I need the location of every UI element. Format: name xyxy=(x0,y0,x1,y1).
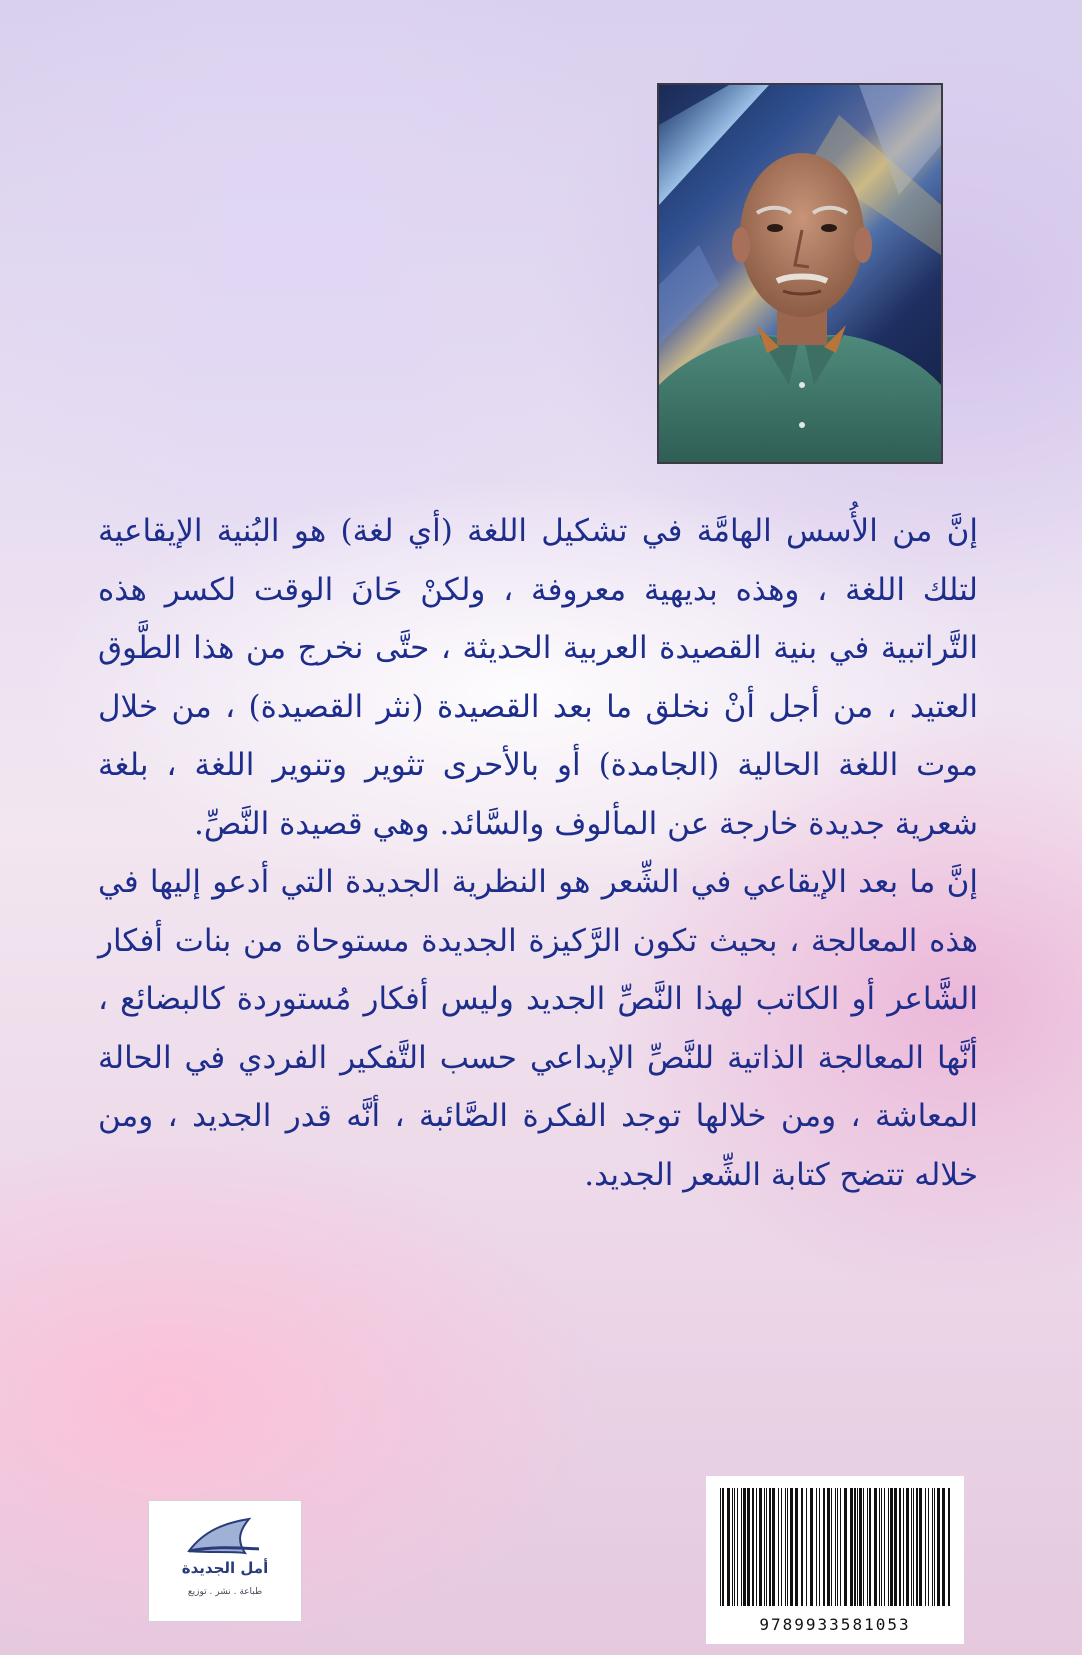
barcode-bar xyxy=(906,1488,909,1606)
barcode-bar xyxy=(916,1488,918,1606)
barcode-bar xyxy=(934,1488,935,1606)
barcode-bar xyxy=(854,1488,856,1606)
barcode-bar xyxy=(879,1488,880,1606)
barcode-bar xyxy=(919,1488,922,1606)
barcode-bar xyxy=(863,1488,864,1606)
barcode-bar xyxy=(890,1488,893,1606)
barcode-bar xyxy=(857,1488,858,1606)
barcode-bar xyxy=(743,1488,746,1606)
barcode-bar xyxy=(769,1488,771,1606)
barcode-bar xyxy=(859,1488,862,1606)
barcode-bar xyxy=(819,1488,820,1606)
barcode-bar xyxy=(884,1488,885,1606)
barcode-bar xyxy=(881,1488,882,1606)
barcode-bar xyxy=(732,1488,733,1606)
barcode-bar xyxy=(741,1488,742,1606)
barcode-bar xyxy=(867,1488,868,1606)
barcode-bars xyxy=(716,1488,954,1606)
barcode-bar xyxy=(787,1488,788,1606)
barcode-bar xyxy=(850,1488,853,1606)
barcode-bar xyxy=(937,1488,940,1606)
barcode-bar xyxy=(781,1488,782,1606)
barcode-bar xyxy=(840,1488,841,1606)
paragraph-1: إنَّ من الأُسس الهامَّة في تشكيل اللغة (أي لغة) هو البُنية الإيقاعية لتلك اللغة ، وهذه بديهية معروفة ، ولكنْ حَانَ الوقت لكسر هذه التَّراتبية في بنية القصيدة العربية الحديثة ، حتَّى نخرج من هذا الطَّوق العتيد ، من أجل أنْ نخلق ما بعد القصيدة (نثر القصيدة) ، من خلال موت اللغة الحالية (الجامدة) أو بالأحرى تثوير وتنوير اللغة ، بلغة شعرية جديدة خارجة عن المألوف والسَّائد. وهي قصيدة النَّصِّ. xyxy=(98,513,978,842)
isbn-digits: 9789933581053 xyxy=(759,1615,911,1634)
barcode-bar xyxy=(720,1488,721,1606)
barcode-bar xyxy=(810,1488,813,1606)
barcode-bar xyxy=(928,1488,929,1606)
barcode-bar xyxy=(913,1488,914,1606)
barcode-bar xyxy=(722,1488,724,1606)
barcode-bar xyxy=(942,1488,945,1606)
barcode-bar xyxy=(785,1488,786,1606)
barcode-bar xyxy=(737,1488,738,1606)
barcode-bar xyxy=(816,1488,817,1606)
barcode-bar xyxy=(837,1488,838,1606)
barcode-bar xyxy=(831,1488,832,1606)
barcode-bar xyxy=(911,1488,912,1606)
barcode-bar xyxy=(756,1488,757,1606)
barcode-bar xyxy=(727,1488,730,1606)
barcode-bar xyxy=(806,1488,807,1606)
barcode-bar xyxy=(747,1488,750,1606)
barcode-bar xyxy=(795,1488,798,1606)
barcode-bar xyxy=(903,1488,904,1606)
paragraph-2: إنَّ ما بعد الإيقاعي في الشِّعر هو النظرية الجديدة التي أدعو إليها في هذه المعالجة ، بحيث تكون الرَّكيزة الجديدة مستوحاة من بنات أفكار الشَّاعر أو الكاتب لهذا النَّصِّ الجديد وليس أفكار مُستوردة كالبضائع ، أنَّها المعالجة الذاتية للنَّصِّ الإبداعي حسب التَّفكير الفردي في الحالة المعاشة ، ومن خلالها توجد الفكرة الصَّائبة ، أنَّه قدر الجديد ، ومن خلاله تتضح كتابة الشِّعر الجديد. xyxy=(98,864,978,1193)
barcode-bar xyxy=(801,1488,803,1606)
barcode-bar xyxy=(772,1488,775,1606)
barcode-bar xyxy=(734,1488,735,1606)
author-portrait-image xyxy=(659,85,941,462)
barcode-bar xyxy=(874,1488,877,1606)
barcode-bar xyxy=(759,1488,762,1606)
back-cover-text xyxy=(98,502,978,1204)
barcode-bar xyxy=(766,1488,767,1606)
barcode-bar xyxy=(869,1488,871,1606)
barcode-bar xyxy=(888,1488,889,1606)
barcode-bar xyxy=(894,1488,897,1606)
barcode-bar xyxy=(844,1488,847,1606)
barcode-bar xyxy=(932,1488,933,1606)
barcode-bar xyxy=(752,1488,754,1606)
barcode-bar xyxy=(764,1488,765,1606)
isbn-barcode xyxy=(706,1476,964,1644)
barcode-bar xyxy=(790,1488,793,1606)
barcode-bar xyxy=(925,1488,926,1606)
publisher-logo xyxy=(148,1500,302,1622)
publisher-name: أمل الجديدة xyxy=(181,1559,269,1577)
barcode-bar xyxy=(823,1488,825,1606)
barcode-bar xyxy=(899,1488,901,1606)
barcode-bar xyxy=(827,1488,830,1606)
barcode-bar xyxy=(835,1488,836,1606)
author-photo xyxy=(657,83,943,464)
barcode-bar xyxy=(778,1488,779,1606)
barcode-bar xyxy=(948,1488,950,1606)
publisher-tagline: طباعة . نشر . توزيع xyxy=(187,1587,263,1597)
